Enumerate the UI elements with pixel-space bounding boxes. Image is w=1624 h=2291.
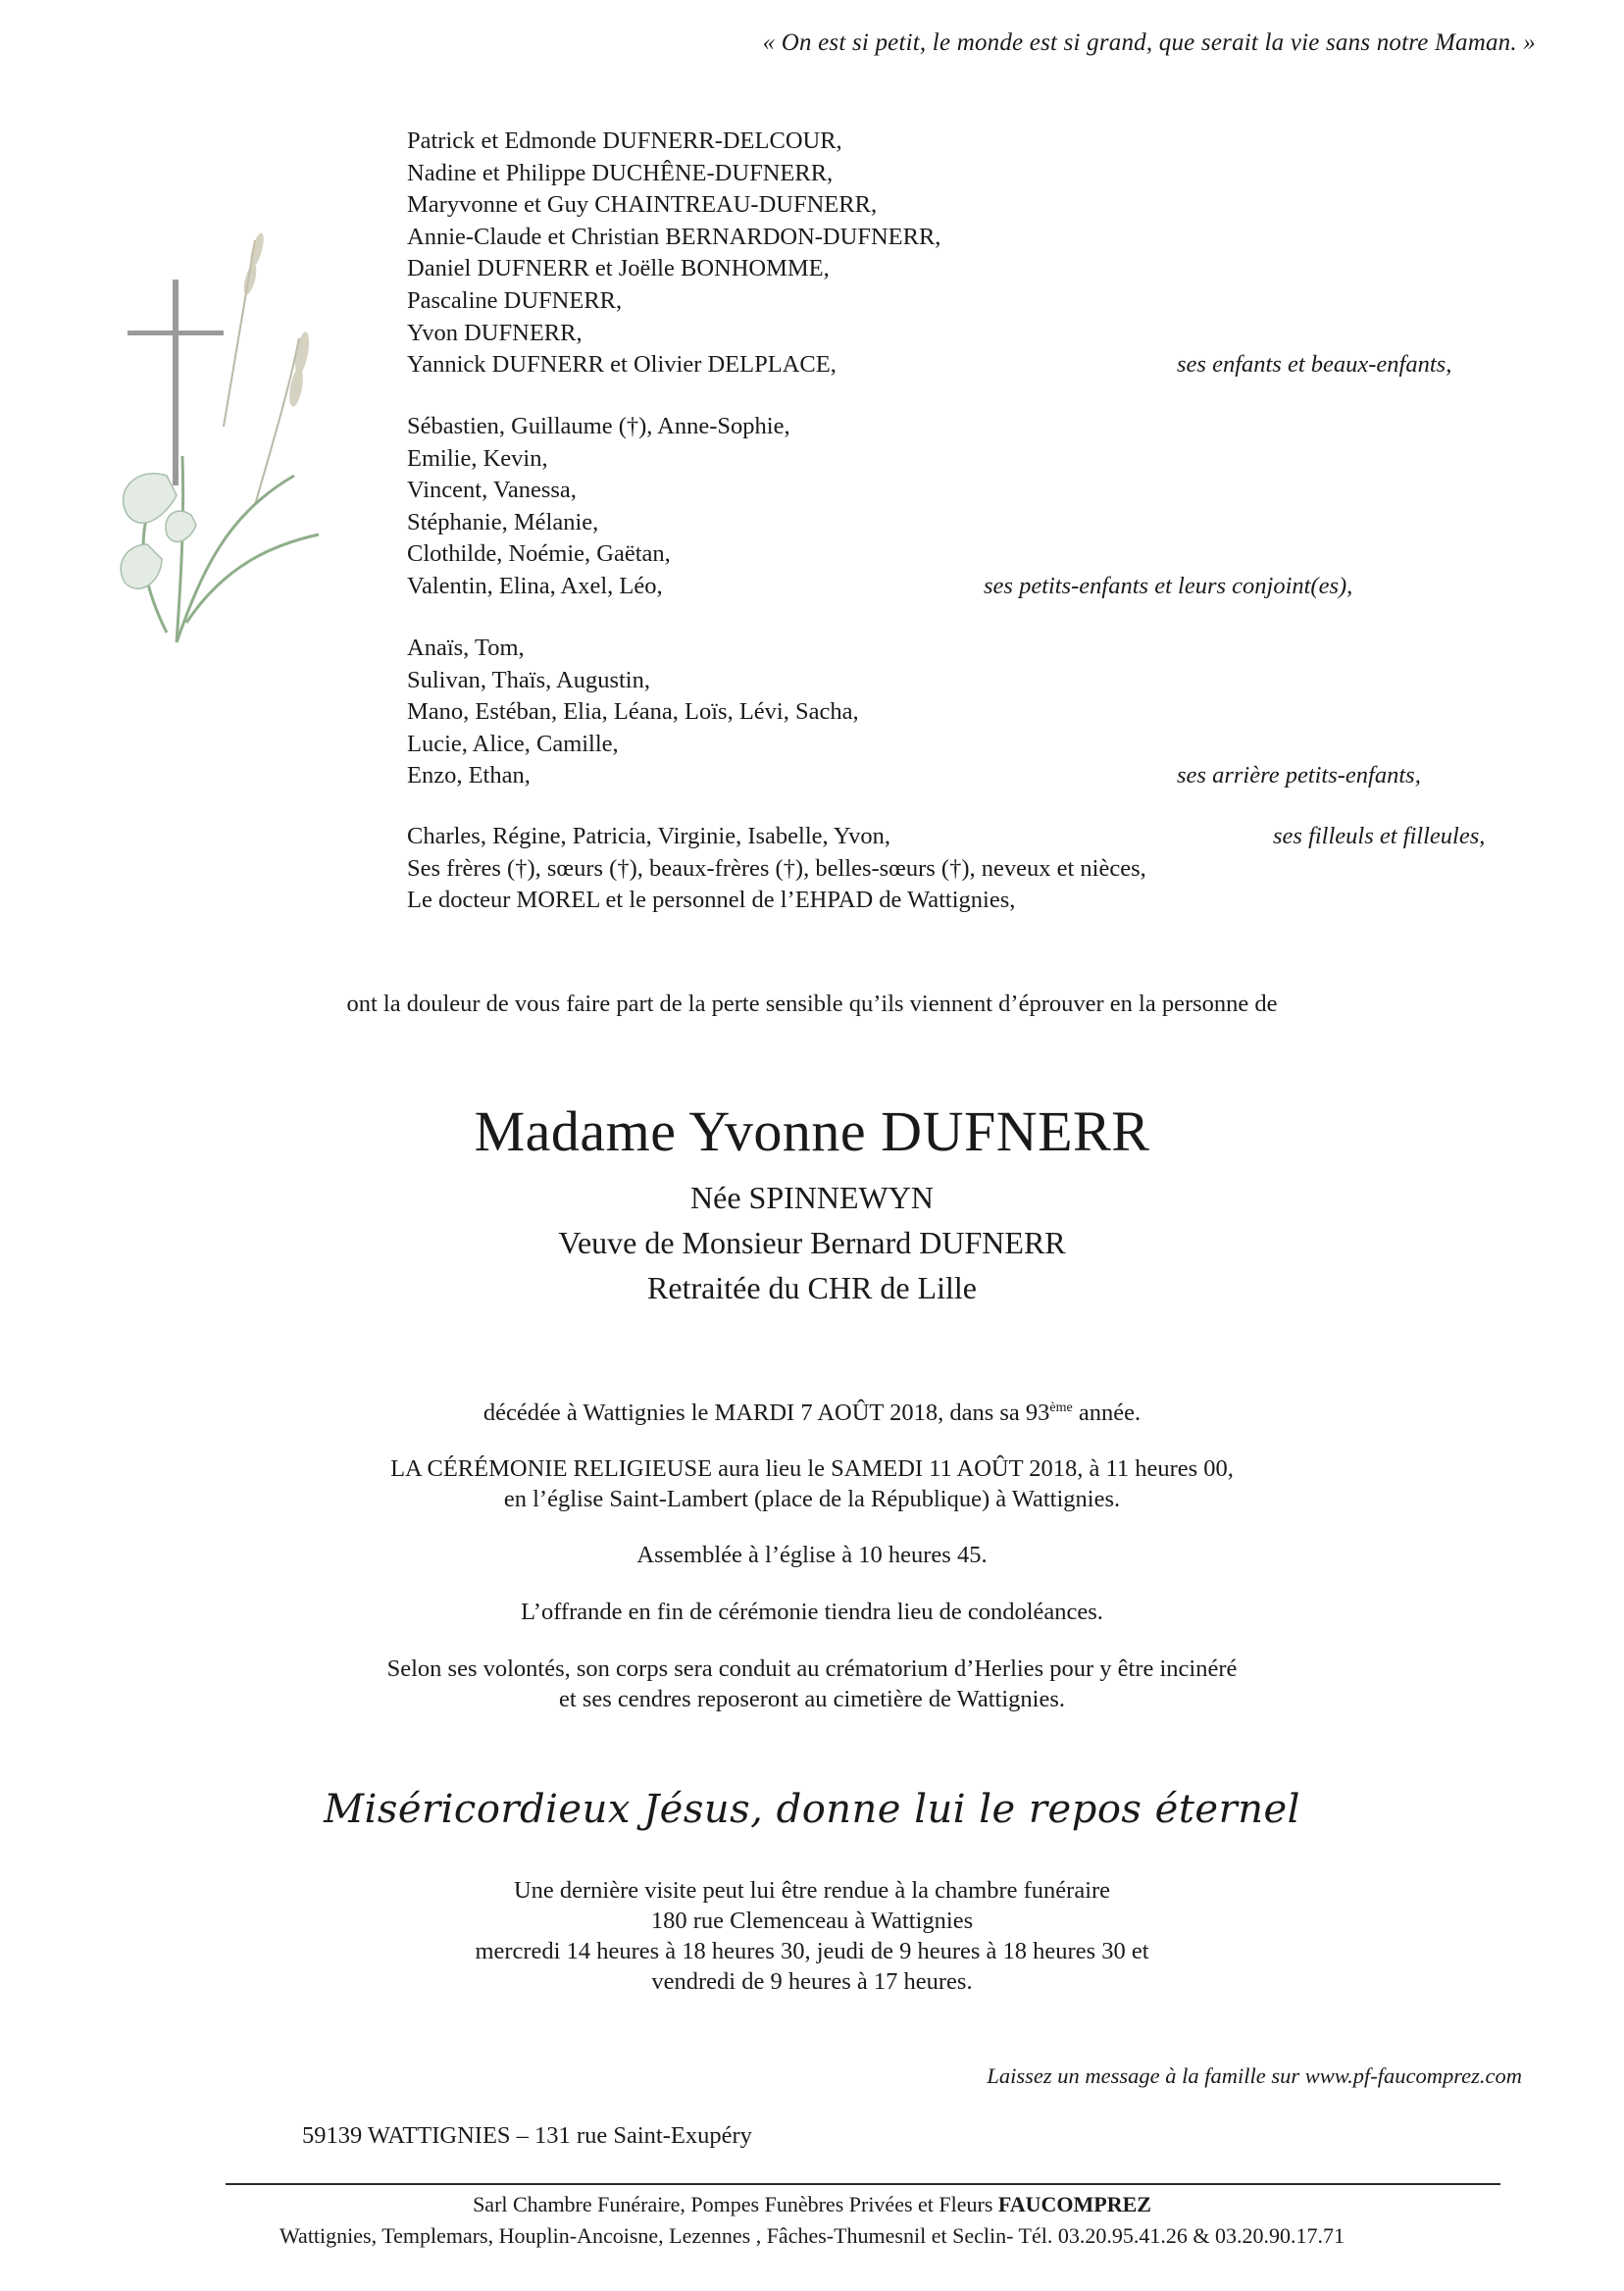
footer-divider bbox=[226, 2183, 1500, 2185]
family-line: Lucie, Alice, Camille, bbox=[407, 730, 619, 757]
family-line: Yvon DUFNERR, bbox=[407, 319, 583, 346]
visit-hours: mercredi 14 heures à 18 heures 30, jeudi de 9 heures à 18 heures 30 et bbox=[475, 1938, 1149, 1964]
visit-address: 180 rue Clemenceau à Wattignies bbox=[650, 1908, 974, 1934]
family-line: Anaïs, Tom, bbox=[407, 635, 525, 661]
great-grandchildren-relation: ses arrière petits-enfants, bbox=[1177, 762, 1421, 789]
assembly-line: Assemblée à l’église à 10 heures 45. bbox=[636, 1542, 988, 1568]
visit-line: Une dernière visite peut lui être rendue à la chambre funéraire bbox=[513, 1877, 1111, 1904]
family-line: Vincent, Vanessa, bbox=[407, 477, 577, 504]
family-line: Charles, Régine, Patricia, Virginie, Isabelle, Yvon, ses filleuls et filleules, bbox=[407, 821, 1535, 853]
family-line: Enzo, Ethan, ses arrière petits-enfants, bbox=[407, 760, 1535, 792]
announcement-intro: ont la douleur de vous faire part de la perte sensible qu’ils viennent d’éprouver en la personne de bbox=[346, 991, 1278, 1017]
website-message: Laissez un message à la famille sur www.pf-faucomprez.com bbox=[987, 2063, 1522, 2088]
family-line: Valentin, Elina, Axel, Léo, ses petits-enfants et leurs conjoint(es), bbox=[407, 571, 1535, 603]
ceremony-location: en l’église Saint-Lambert (place de la République) à Wattignies. bbox=[503, 1486, 1121, 1512]
family-line: Annie-Claude et Christian BERNARDON-DUFNERR, bbox=[407, 223, 941, 250]
funeral-home-address: 59139 WATTIGNIES – 131 rue Saint-Exupéry bbox=[302, 2122, 752, 2149]
family-line: Patrick et Edmonde DUFNERR-DELCOUR, bbox=[407, 127, 842, 154]
family-line: Ses frères (†), sœurs (†), beaux-frères (†), belles-sœurs (†), neveux et nièces, bbox=[407, 854, 1146, 882]
epigraph-quote: « On est si petit, le monde est si grand, que serait la vie sans notre Maman. » bbox=[762, 29, 1536, 56]
footer-locations: Wattignies, Templemars, Houplin-Ancoisne, Lezennes , Fâches-Thumesnil et Seclin- Tél. 03.20.95.41.26 & 03.20.90.17.71 bbox=[279, 2223, 1345, 2248]
deceased-name: Madame Yvonne DUFNERR bbox=[474, 1099, 1150, 1163]
grandchildren-relation: ses petits-enfants et leurs conjoint(es), bbox=[984, 572, 1353, 599]
family-grandchildren-block bbox=[407, 411, 1535, 603]
family-others-block bbox=[407, 821, 1535, 917]
family-line: Mano, Estéban, Elia, Léana, Loïs, Lévi, Sacha, bbox=[407, 698, 859, 726]
family-line: Sébastien, Guillaume (†), Anne-Sophie, bbox=[407, 413, 790, 439]
cross-icon bbox=[127, 280, 224, 485]
family-line: Le docteur MOREL et le personnel de l’EHPAD de Wattignies, bbox=[407, 887, 1016, 914]
widow-line: Veuve de Monsieur Bernard DUFNERR bbox=[558, 1225, 1066, 1260]
family-line: Yannick DUFNERR et Olivier DELPLACE, ses enfants et beaux-enfants, bbox=[407, 349, 1535, 382]
family-line: Nadine et Philippe DUCHÊNE-DUFNERR, bbox=[407, 159, 834, 186]
wishes-line-2: et ses cendres reposeront au cimetière de Wattignies. bbox=[559, 1686, 1065, 1712]
family-line: Pascaline DUFNERR, bbox=[407, 286, 623, 314]
family-line: Clothilde, Noémie, Gaëtan, bbox=[407, 540, 671, 568]
family-line: Maryvonne et Guy CHAINTREAU-DUFNERR, bbox=[407, 191, 878, 219]
family-line: Daniel DUFNERR et Joëlle BONHOMME, bbox=[407, 255, 830, 282]
godchildren-relation: ses filleuls et filleules, bbox=[1273, 823, 1486, 849]
birth-name: Née SPINNEWYN bbox=[690, 1180, 934, 1215]
offering-line: L’offrande en fin de cérémonie tiendra lieu de condoléances. bbox=[521, 1599, 1103, 1625]
family-great-grandchildren-block bbox=[407, 633, 1535, 792]
visit-hours-2: vendredi de 9 heures à 17 heures. bbox=[651, 1968, 973, 1995]
footer-company: Sarl Chambre Funéraire, Pompes Funèbres Privées et Fleurs FAUCOMPREZ bbox=[473, 2192, 1151, 2216]
family-line: Sulivan, Thaïs, Augustin, bbox=[407, 666, 650, 693]
family-children-block bbox=[407, 126, 1535, 382]
wishes-line: Selon ses volontés, son corps sera conduit au crématorium d’Herlies pour y être incinéré bbox=[386, 1655, 1238, 1682]
death-line: décédée à Wattignies le MARDI 7 AOÛT 2018, dans sa 93ème année. bbox=[482, 1400, 1142, 1426]
family-line: Stéphanie, Mélanie, bbox=[407, 508, 599, 535]
children-relation: ses enfants et beaux-enfants, bbox=[1177, 351, 1452, 379]
retired-line: Retraitée du CHR de Lille bbox=[647, 1270, 977, 1305]
ceremony-line: LA CÉRÉMONIE RELIGIEUSE aura lieu le SAMEDI 11 AOÛT 2018, à 11 heures 00, bbox=[390, 1455, 1234, 1482]
family-line: Emilie, Kevin, bbox=[407, 444, 548, 472]
prayer-line: Miséricordieux Jésus, donne lui le repos éternel bbox=[324, 1787, 1300, 1832]
cross-lily-illustration bbox=[108, 221, 324, 652]
